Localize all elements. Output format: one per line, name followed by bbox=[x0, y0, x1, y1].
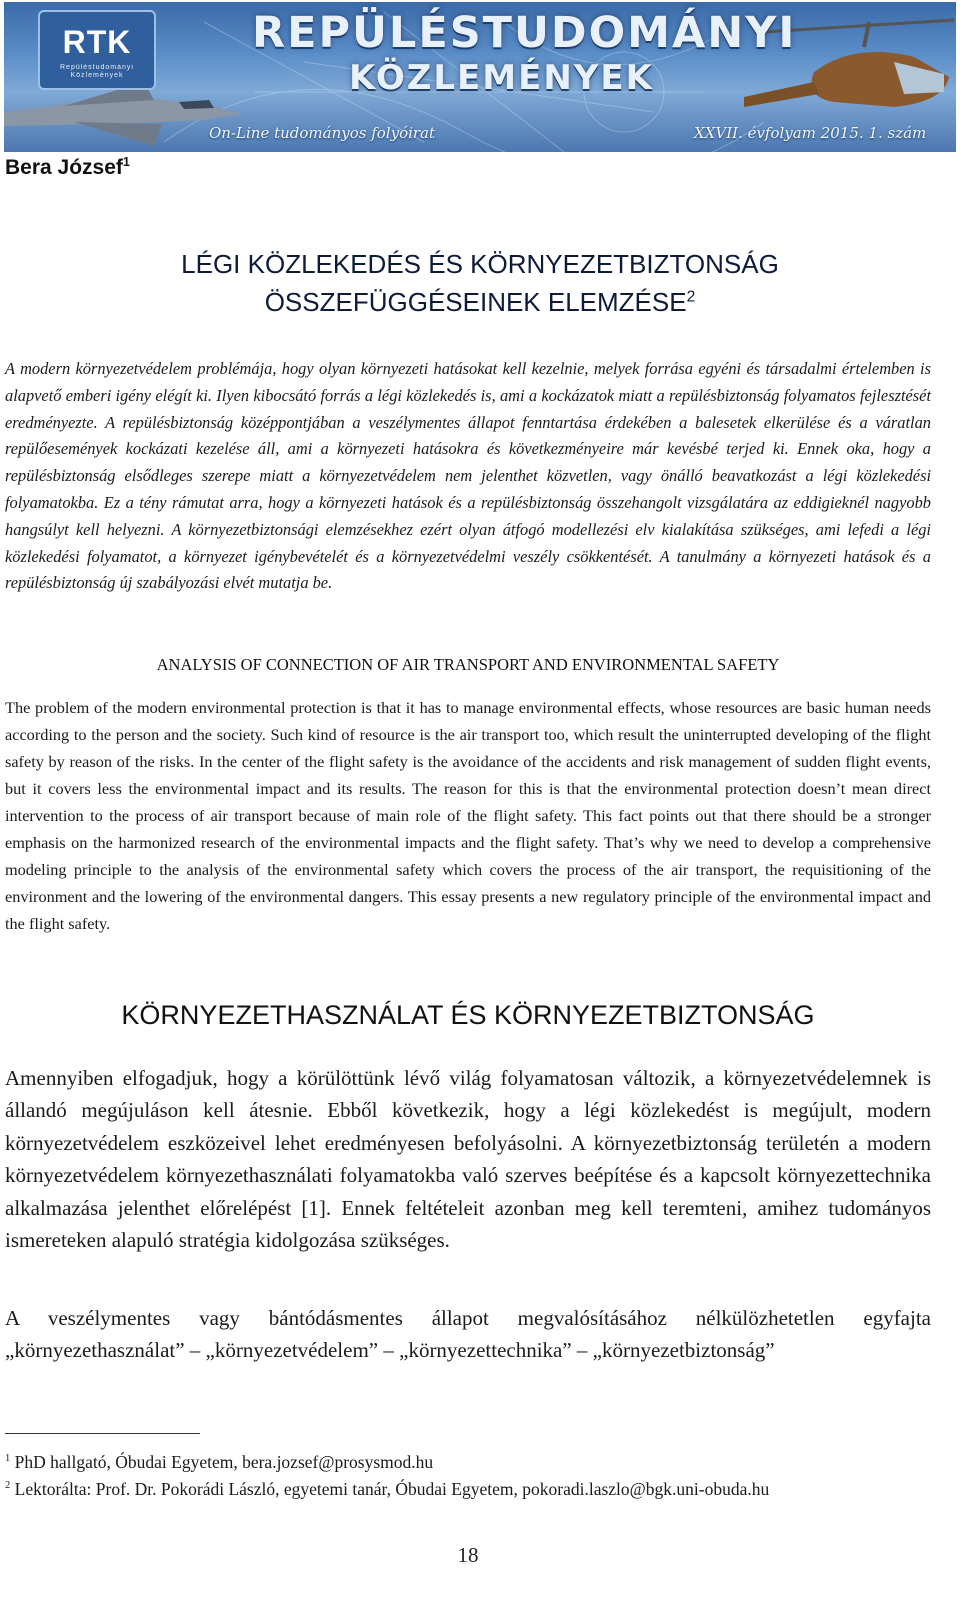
page-number: 18 bbox=[457, 1543, 479, 1567]
body-paragraph-2: A veszélymentes vagy bántódásmentes állapot megvalósításához nélkülözhetetlen egyfajta „környezethasználat” – „környezetvédelem” – „környezettechnika” – „környezetbiztonság” bbox=[5, 1306, 931, 1363]
author-name bbox=[5, 156, 130, 180]
footnote-2 bbox=[5, 1479, 769, 1500]
journal-logo bbox=[38, 10, 156, 90]
journal-banner bbox=[4, 2, 956, 152]
article-title-line2-wrap bbox=[0, 283, 960, 321]
journal-issue: XXVII. évfolyam 2015. 1. szám bbox=[694, 124, 927, 142]
footnote-divider bbox=[5, 1433, 200, 1434]
logo-text: RTK bbox=[62, 24, 132, 60]
english-title: ANALYSIS OF CONNECTION OF AIR TRANSPORT AND ENVIRONMENTAL SAFETY bbox=[156, 655, 780, 674]
footnote-1 bbox=[5, 1452, 433, 1473]
author-text: Bera József bbox=[5, 156, 123, 179]
abstract-english: The problem of the modern environmental protection is that it has to manage environmental effects, whose resources are basic human needs according to the person and the society. Such kind of resource is the air transport too, which result the uninterrupted developing of the flight safety by reason of the risks. In the center of the flight safety is the avoidance of the accidents and risk management of sudden flight events, but it covers less the environmental impact and its results. The reason for this is that the environmental protection doesn’t mean direct intervention to the process of air transport because of main role of the flight safety. This fact points out that there should be a stronger emphasis on the harmonized research of the environmental impacts and the flight safety. That’s why we need to develop a comprehensive modeling principle to the analysis of the environmental safety which covers the process of the air transport, the requisitioning of the environment and the lowering of the environmental dangers. This essay presents a new regulatory principle of the environmental impact and the flight safety. bbox=[5, 698, 931, 933]
logo-subtext: Repüléstudományi Közlemények bbox=[60, 64, 134, 79]
footnote-2-text: Lektorálta: Prof. Dr. Pokorádi László, egyetemi tanár, Óbudai Egyetem, pokoradi.laszlo@bgk.uni-obuda.hu bbox=[14, 1479, 770, 1499]
author-footnote-marker: 1 bbox=[122, 155, 130, 169]
article-title-line2: ÖSSZEFÜGGÉSEINEK ELEMZÉSE bbox=[264, 287, 687, 317]
section-heading: KÖRNYEZETHASZNÁLAT ÉS KÖRNYEZETBIZTONSÁG bbox=[121, 1000, 815, 1030]
footnote-2-marker: 2 bbox=[5, 1480, 11, 1492]
footnote-1-text: PhD hallgató, Óbudai Egyetem, bera.jozsef@prosysmod.hu bbox=[14, 1452, 434, 1472]
abstract-hungarian: A modern környezetvédelem problémája, hogy olyan környezeti hatásokat kell kezelnie, melyek forrása egyéni és társadalmi értelemben is alapvető emberi igény elégít ki. Ilyen kibocsátó forrás a légi közlekedés is, ami a kockázatok miatt a repülésbiztonság folyamatos fejlesztését eredményezte. A repülésbiztonság középpontjában a veszélymentes állapot fenntartása érdekében a balesetek elkerülése és a váratlan repülőesemények kockázati kezelése áll, ami a környezeti hatásokra és következményeire már kevésbé terjed ki. Ennek oka, hogy a repülésbiztonság elsődleges szerepe miatt a környezetvédelem nem jelenthet közvetlen, vagy önálló beavatkozást a légi közlekedési folyamatokba. Ez a tény rámutat arra, hogy a környezeti hatások és a repülésbiztonság összehangolt vizsgálatára az eddigieknél nagyobb hangsúlyt kell helyezni. A környezetbiztonsági elemzésekhez ezért olyan átfogó modellezési elv kialakítása szükséges, ami lefedi a légi közlekedési folyamatot, a környezet igénybevételét és a környezetvédelmi veszély csökkentését. A tanulmány a környezeti hatások és a repülésbiztonság új szabályozási elvét mutatja be. bbox=[5, 359, 931, 593]
journal-title-line2: KÖZLEMÉNYEK bbox=[349, 58, 654, 98]
footnote-1-marker: 1 bbox=[5, 1453, 11, 1465]
title-footnote-marker: 2 bbox=[686, 288, 696, 306]
article-title-line1: LÉGI KÖZLEKEDÉS ÉS KÖRNYEZETBIZTONSÁG bbox=[181, 249, 779, 279]
body-paragraph-1: Amennyiben elfogadjuk, hogy a körülöttünk lévő világ folyamatosan változik, a környezetvédelemnek is állandó megújuláson kell átesnie. Ebből következik, hogy a légi közlekedést is megújult, modern környezetvédelem eszközeivel lehet eredményesen befolyásolni. A környezetbiztonság területén a modern környezetvédelem környezethasználati folyamatokba való szerves beépítése és a kapcsolt környezettechnika alkalmazása jelenthet előrelépést [1]. Ennek feltételeit azonban meg kell teremteni, amihez tudományos ismereteken alapuló stratégia kidolgozása szükséges. bbox=[5, 1066, 931, 1253]
journal-subtitle: On-Line tudományos folyóirat bbox=[209, 124, 436, 142]
article-title bbox=[0, 245, 960, 321]
journal-title-line1: REPÜLÉSTUDOMÁNYI bbox=[252, 8, 797, 58]
